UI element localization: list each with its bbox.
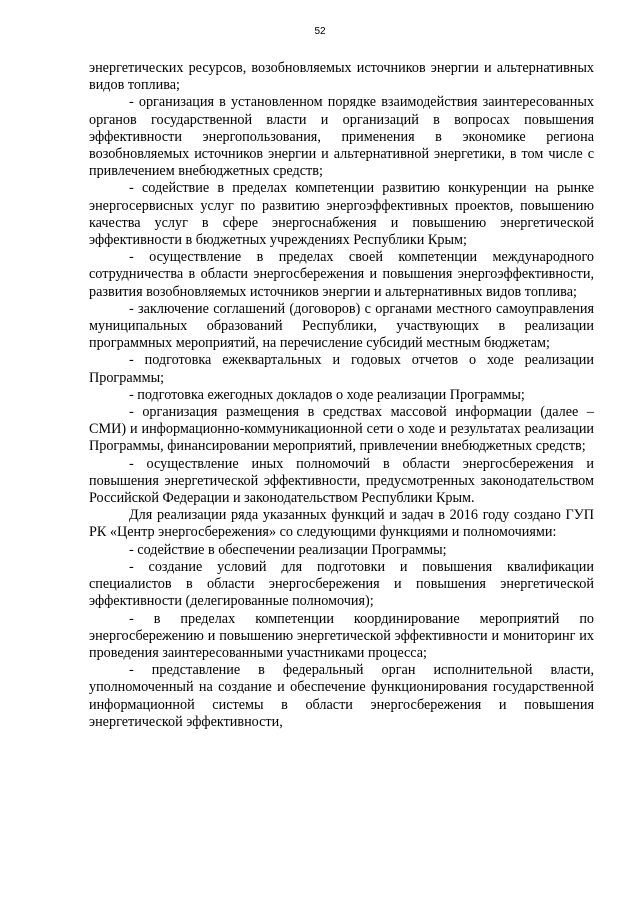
paragraph: - подготовка ежеквартальных и годовых отчетов о ходе реализации Программы;	[89, 352, 594, 386]
paragraph: - осуществление иных полномочий в области энергосбережения и повышения энергетической эффективности, предусмотренных законодательством Российской Федерации и законодательством Республики Крым.	[89, 455, 594, 507]
paragraph: энергетических ресурсов, возобновляемых источников энергии и альтернативных видов топлива;	[89, 60, 594, 94]
document-body	[89, 60, 594, 731]
paragraph: - осуществление в пределах своей компетенции международного сотрудничества в области энергосбережения и повышения энергоэффективности, развития возобновляемых источников энергии и альтернативных видов топлива;	[89, 249, 594, 300]
paragraph: - заключение соглашений (договоров) с органами местного самоуправления муниципальных образований Республики, участвующих в реализации программных мероприятий, на перечисление субсидий местным бюджетам;	[89, 300, 594, 352]
page-number: 52	[314, 26, 326, 37]
paragraph: - представление в федеральный орган исполнительной власти, уполномоченный на создание и обеспечение функционирования государственной информационной системы в области энергосбережения и повышения энергетической эффективности,	[89, 662, 594, 730]
paragraph: - содействие в пределах компетенции развитию конкуренции на рынке энергосервисных услуг по развитию энергоэффективных проектов, повышению качества услуг в сфере энергоснабжения и повышению энергетической эффективности в бюджетных учреждениях Республики Крым;	[89, 180, 594, 249]
paragraph: - подготовка ежегодных докладов о ходе реализации Программы;	[129, 386, 525, 403]
paragraph: - создание условий для подготовки и повышения квалификации специалистов в области энергосбережения и повышения энергетической эффективности (делегированные полномочия);	[89, 558, 594, 610]
paragraph: - в пределах компетенции координирование мероприятий по энергосбережению и повышению энергетической эффективности и мониторинг их проведения заинтересованными участниками процесса;	[89, 610, 594, 661]
paragraph: - организация размещения в средствах массовой информации (далее – СМИ) и информационно-коммуникационной сети о ходе и результатах реализации Программы, финансировании мероприятий, привлечении внебюджетных средств;	[89, 404, 594, 455]
paragraph: Для реализации ряда указанных функций и задач в 2016 году создано ГУП РК «Центр энергосбережения» со следующими функциями и полномочиями:	[89, 507, 594, 541]
paragraph: - содействие в обеспечении реализации Программы;	[129, 541, 447, 558]
paragraph: - организация в установленном порядке взаимодействия заинтересованных органов государственной власти и организаций в вопросах повышения эффективности энергопользования, применения в экономике региона возобновляемых источников энергии и альтернативной энергетики, в том числе с привлечением внебюджетных средств;	[89, 94, 594, 180]
